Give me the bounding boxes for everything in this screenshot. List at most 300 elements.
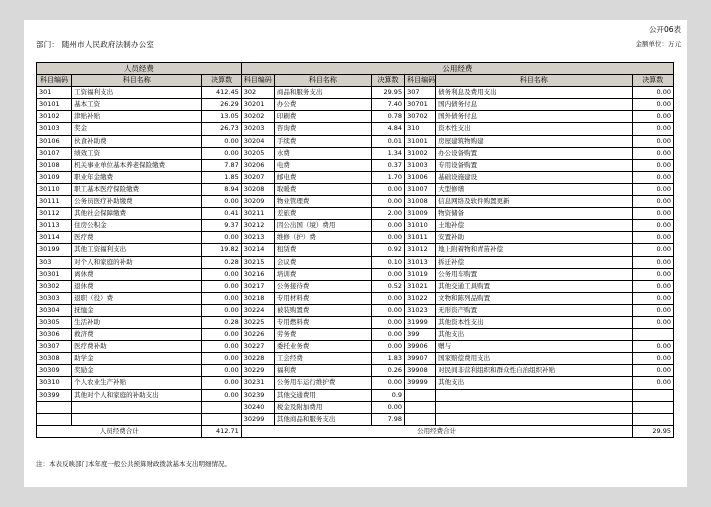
cell-name-other: 地上附着物和青苗补偿 [436,244,632,256]
cell-code-public: 30204 [241,135,274,147]
cell-name-public: 福利费 [274,365,371,377]
cell-name-other: 大型修缮 [436,183,632,195]
cell-code-personnel: 30306 [37,329,72,341]
cell-name-personnel: 津贴补贴 [72,111,202,123]
cell-name-other: 无形资产购置 [436,304,632,316]
cell-name-public: 因公出国（境）费用 [274,220,371,232]
cell-name-public: 专用材料费 [274,292,371,304]
cell-name-public: 租赁费 [274,244,371,256]
cell-code-other [405,413,436,425]
table-total-row [37,425,674,437]
cell-value-public: 1.34 [372,147,405,159]
cell-value-other: 0.00 [632,220,673,232]
cell-value-other: 0.00 [632,159,673,171]
cell-value-other: 0.00 [632,232,673,244]
table-row [37,87,674,99]
cell-value-other [632,413,673,425]
cell-value-personnel: 0.00 [202,304,241,316]
cell-name-personnel: 绩效工资 [72,147,202,159]
cell-name-public: 差旅费 [274,208,371,220]
cell-name-personnel: 退休费 [72,280,202,292]
table-row [37,111,674,123]
cell-value-other: 0.00 [632,280,673,292]
cell-value-public: 0.00 [372,268,405,280]
col-header-code-3: 科目编码 [405,75,436,87]
cell-code-other: 31007 [405,183,436,195]
cell-value-public: 4.84 [372,123,405,135]
cell-code-public: 30205 [241,147,274,159]
cell-name-personnel: 生活补助 [72,316,202,328]
cell-value-other: 0.00 [632,316,673,328]
cell-name-public: 印刷费 [274,111,371,123]
cell-code-public: 30218 [241,292,274,304]
cell-code-other: 31019 [405,268,436,280]
table-column-header-row [37,75,674,87]
cell-name-personnel: 助学金 [72,353,202,365]
cell-name-personnel: 伙食补助费 [72,135,202,147]
cell-name-personnel: 个人农业生产补贴 [72,377,202,389]
cell-value-public: 1.83 [372,353,405,365]
cell-code-other: 31003 [405,159,436,171]
cell-code-personnel: 30114 [37,232,72,244]
col-header-code-1: 科目编码 [37,75,72,87]
public-total-label: 公用经费合计 [241,425,632,437]
cell-name-personnel: 医疗费 [72,232,202,244]
table-row [37,389,674,401]
cell-code-public: 30227 [241,341,274,353]
cell-value-other: 0.00 [632,99,673,111]
cell-code-other: 399 [405,329,436,341]
cell-code-public: 30202 [241,111,274,123]
cell-value-other: 0.00 [632,171,673,183]
cell-value-personnel: 0.00 [202,353,241,365]
cell-name-personnel: 医疗费补助 [72,341,202,353]
table-row [37,171,674,183]
cell-value-public: 0.00 [372,183,405,195]
cell-value-public: 0.92 [372,244,405,256]
cell-code-personnel: 30112 [37,208,72,220]
cell-value-public: 0.00 [372,232,405,244]
cell-code-personnel: 30107 [37,147,72,159]
cell-value-public: 7.40 [372,99,405,111]
cell-value-personnel: 26.73 [202,123,241,135]
cell-code-personnel: 30108 [37,159,72,171]
cell-name-personnel: 对个人和家庭的补助 [72,256,202,268]
cell-value-personnel: 19.82 [202,244,241,256]
cell-code-personnel: 30301 [37,268,72,280]
cell-value-other: 0.00 [632,256,673,268]
cell-name-other: 房屋建筑物购建 [436,135,632,147]
cell-name-other: 办公设备购置 [436,147,632,159]
cell-name-other [436,401,632,413]
cell-code-personnel: 30309 [37,365,72,377]
cell-code-personnel: 30305 [37,316,72,328]
cell-code-personnel: 30399 [37,389,72,401]
cell-name-public: 公务接待费 [274,280,371,292]
cell-name-other: 安置补助 [436,232,632,244]
cell-code-other: 30702 [405,111,436,123]
cell-value-public: 7.98 [372,413,405,425]
cell-code-public: 30209 [241,196,274,208]
cell-value-personnel: 13.05 [202,111,241,123]
cell-code-personnel [37,401,72,413]
cell-code-other: 39907 [405,353,436,365]
cell-code-other [405,401,436,413]
cell-code-personnel: 30110 [37,183,72,195]
cell-code-other: 31008 [405,196,436,208]
cell-name-public: 委托业务费 [274,341,371,353]
cell-code-public: 30216 [241,268,274,280]
cell-code-other: 31009 [405,208,436,220]
cell-code-personnel: 30199 [37,244,72,256]
cell-code-personnel: 30308 [37,353,72,365]
cell-code-public: 30226 [241,329,274,341]
cell-name-public: 咨询费 [274,123,371,135]
cell-value-personnel: 7.87 [202,159,241,171]
cell-name-personnel: 职业年金缴费 [72,171,202,183]
cell-value-personnel: 0.00 [202,147,241,159]
cell-name-other: 基础设施建设 [436,171,632,183]
table-row [37,232,674,244]
cell-value-other [632,329,673,341]
cell-name-personnel: 工资福利支出 [72,87,202,99]
cell-code-public: 30231 [241,377,274,389]
cell-value-public: 0.37 [372,159,405,171]
cell-value-other: 0.00 [632,123,673,135]
cell-name-public: 会议费 [274,256,371,268]
cell-name-personnel: 奖励金 [72,365,202,377]
cell-value-personnel: 26.29 [202,99,241,111]
cell-value-other: 0.00 [632,87,673,99]
cell-code-personnel: 30102 [37,111,72,123]
cell-value-personnel: 0.28 [202,256,241,268]
cell-code-public: 30206 [241,159,274,171]
table-row [37,316,674,328]
cell-name-personnel: 职工基本医疗保险缴费 [72,183,202,195]
cell-code-public: 30215 [241,256,274,268]
col-header-final-1: 决算数 [202,75,241,87]
cell-value-public: 0.26 [372,365,405,377]
cell-code-personnel: 30109 [37,171,72,183]
cell-code-other: 31002 [405,147,436,159]
cell-value-personnel: 0.00 [202,377,241,389]
cell-value-public: 29.95 [372,87,405,99]
cell-code-other: 31023 [405,304,436,316]
cell-name-personnel: 其他工资福利支出 [72,244,202,256]
cell-value-personnel: 0.41 [202,208,241,220]
cell-name-public: 取暖费 [274,183,371,195]
cell-value-personnel: 0.00 [202,280,241,292]
cell-code-other [405,389,436,401]
cell-code-public: 30214 [241,244,274,256]
cell-code-other: 31022 [405,292,436,304]
cell-name-personnel [72,401,202,413]
cell-code-public: 30239 [241,389,274,401]
table-row [37,208,674,220]
cell-name-personnel: 其他对个人和家庭的补助支出 [72,389,202,401]
cell-name-public: 公务用车运行维护费 [274,377,371,389]
cell-value-public: 1.70 [372,171,405,183]
cell-name-other: 信息网络及软件购置更新 [436,196,632,208]
cell-value-personnel: 0.00 [202,232,241,244]
table-body [37,87,674,426]
table-row [37,304,674,316]
cell-name-public: 维修（护）费 [274,232,371,244]
cell-value-public: 0.00 [372,196,405,208]
cell-name-other: 国家赔偿费用支出 [436,353,632,365]
cell-name-other: 专用设备购置 [436,159,632,171]
cell-name-personnel: 机关事业单位基本养老保险缴费 [72,159,202,171]
cell-value-public: 0.00 [372,401,405,413]
cell-value-personnel: 1.85 [202,171,241,183]
cell-value-personnel: 0.00 [202,329,241,341]
cell-value-other: 0.00 [632,353,673,365]
cell-code-personnel: 30310 [37,377,72,389]
personnel-total-value: 412.71 [202,425,241,437]
table-row [37,183,674,195]
cell-code-public: 30207 [241,171,274,183]
cell-code-public: 30208 [241,183,274,195]
col-header-name-1: 科目名称 [72,75,202,87]
cell-value-other [632,389,673,401]
cell-name-personnel: 公务员医疗补助缴费 [72,196,202,208]
table-row [37,135,674,147]
cell-value-personnel: 0.00 [202,341,241,353]
cell-value-public: 0.10 [372,256,405,268]
report-page [24,20,687,487]
cell-value-personnel: 0.00 [202,292,241,304]
cell-value-public: 0.00 [372,377,405,389]
table-row [37,377,674,389]
cell-code-public: 30224 [241,304,274,316]
cell-name-other: 国外债务付息 [436,111,632,123]
table-row [37,353,674,365]
cell-value-public: 0.78 [372,111,405,123]
cell-value-other: 0.00 [632,111,673,123]
cell-name-other: 其他交通工具购置 [436,280,632,292]
cell-code-public: 30225 [241,316,274,328]
cell-value-other: 0.00 [632,135,673,147]
cell-code-public: 30228 [241,353,274,365]
cell-value-personnel: 9.37 [202,220,241,232]
cell-value-public: 0.00 [372,316,405,328]
cell-name-public: 税金及附加费用 [274,401,371,413]
cell-code-public: 30211 [241,208,274,220]
cell-value-personnel: 412.45 [202,87,241,99]
cell-code-public: 30203 [241,123,274,135]
col-header-name-3: 科目名称 [436,75,632,87]
cell-name-personnel [72,413,202,425]
public-total-value: 29.95 [632,425,673,437]
cell-name-public: 被装购置费 [274,304,371,316]
cell-code-personnel: 30303 [37,292,72,304]
table-row [37,147,674,159]
cell-code-personnel: 30307 [37,341,72,353]
cell-code-personnel: 301 [37,87,72,99]
cell-value-personnel: 0.28 [202,316,241,328]
cell-code-personnel: 30113 [37,220,72,232]
cell-name-other: 国内债务付息 [436,99,632,111]
cell-code-public: 30240 [241,401,274,413]
table-group-header-row [37,63,674,75]
cell-code-other: 31013 [405,256,436,268]
cell-value-other: 0.00 [632,244,673,256]
cell-value-personnel: 0.00 [202,196,241,208]
col-header-final-2: 决算数 [372,75,405,87]
cell-name-other: 土地补偿 [436,220,632,232]
cell-code-public: 30229 [241,365,274,377]
cell-name-personnel: 基本工资 [72,99,202,111]
cell-value-other: 0.00 [632,183,673,195]
cell-code-personnel: 30111 [37,196,72,208]
cell-name-other: 其他支出 [436,377,632,389]
cell-code-other: 31006 [405,171,436,183]
cell-value-public: 2.00 [372,208,405,220]
cell-code-public: 302 [241,87,274,99]
table-row [37,256,674,268]
cell-code-personnel: 303 [37,256,72,268]
cell-code-personnel: 30304 [37,304,72,316]
cell-value-public: 0.9 [372,389,405,401]
cell-name-other: 对民间非营利组织和群众性自治组织补贴 [436,365,632,377]
cell-code-other: 30701 [405,99,436,111]
cell-code-other: 31021 [405,280,436,292]
cell-name-personnel: 抚恤金 [72,304,202,316]
cell-value-other: 0.00 [632,208,673,220]
cell-value-public: 0.00 [372,329,405,341]
cell-value-personnel: 0.00 [202,389,241,401]
cell-code-personnel: 30106 [37,135,72,147]
cell-value-personnel: 0.00 [202,135,241,147]
table-row [37,244,674,256]
cell-name-public: 其他交通费用 [274,389,371,401]
cell-code-personnel: 30302 [37,280,72,292]
cell-value-other: 0.00 [632,304,673,316]
cell-name-other: 资本性支出 [436,123,632,135]
cell-name-public: 物业管理费 [274,196,371,208]
col-header-name-2: 科目名称 [274,75,371,87]
table-row [37,280,674,292]
cell-value-other: 0.00 [632,196,673,208]
table-row [37,196,674,208]
cell-code-personnel [37,413,72,425]
col-header-final-3: 决算数 [632,75,673,87]
table-row [37,159,674,171]
table-row [37,268,674,280]
cell-name-public: 专用燃料费 [274,316,371,328]
cell-name-other: 文物和陈列品购置 [436,292,632,304]
cell-code-personnel: 30103 [37,123,72,135]
table-row [37,292,674,304]
cell-name-public: 其他商品和服务支出 [274,413,371,425]
department-name: 随州市人民政府法制办公室 [61,40,155,49]
cell-code-personnel: 30101 [37,99,72,111]
cell-value-personnel: 0.00 [202,365,241,377]
amount-unit: 金额单位：万元 [635,40,681,48]
cell-name-other: 公务用车购置 [436,268,632,280]
cell-value-other: 0.00 [632,365,673,377]
report-topbar [24,20,687,50]
cell-name-other: 物资储备 [436,208,632,220]
cell-name-other [436,389,632,401]
cell-name-public: 办公费 [274,99,371,111]
cell-value-other: 0.00 [632,147,673,159]
personnel-total-label: 人员经费合计 [37,425,202,437]
cell-name-personnel: 退职（役）费 [72,292,202,304]
cell-code-other: 39908 [405,365,436,377]
cell-value-public: 0.00 [372,292,405,304]
cell-name-personnel: 奖金 [72,123,202,135]
cell-value-personnel [202,401,241,413]
cell-value-public: 0.00 [372,341,405,353]
cell-value-personnel: 8.94 [202,183,241,195]
department-label: 部门： [36,40,60,49]
cell-code-other: 31012 [405,244,436,256]
cell-value-public: 0.01 [372,135,405,147]
cell-name-public: 邮电费 [274,171,371,183]
cell-name-other: 其他支出 [436,329,632,341]
budget-table [36,62,674,438]
cell-code-other: 39999 [405,377,436,389]
cell-code-public: 30299 [241,413,274,425]
cell-name-other: 拆迁补偿 [436,256,632,268]
cell-name-public: 商品和服务支出 [274,87,371,99]
form-number: 公开06表 [648,25,681,34]
cell-value-public: 0.00 [372,304,405,316]
cell-name-public: 劳务费 [274,329,371,341]
cell-code-other: 31011 [405,232,436,244]
cell-value-public: 0.00 [372,220,405,232]
cell-code-public: 30201 [241,99,274,111]
table-row [37,341,674,353]
table-row [37,220,674,232]
cell-code-other: 310 [405,123,436,135]
table-row [37,99,674,111]
cell-name-other: 赠与 [436,341,632,353]
cell-value-other: 0.00 [632,268,673,280]
cell-value-personnel [202,413,241,425]
cell-code-other: 39906 [405,341,436,353]
cell-name-public: 手续费 [274,135,371,147]
cell-name-personnel: 救济费 [72,329,202,341]
cell-value-other [632,401,673,413]
cell-name-other [436,413,632,425]
cell-code-public: 30213 [241,232,274,244]
cell-value-other: 0.00 [632,292,673,304]
col-header-code-2: 科目编码 [241,75,274,87]
table-row [37,413,674,425]
cell-name-personnel: 住房公积金 [72,220,202,232]
cell-name-public: 电费 [274,159,371,171]
cell-name-public: 工会经费 [274,353,371,365]
table-row [37,123,674,135]
personnel-group-header: 人员经费 [37,63,242,75]
cell-code-other: 31001 [405,135,436,147]
cell-code-other: 31999 [405,316,436,328]
cell-name-personnel: 其他社会保障缴费 [72,208,202,220]
cell-name-other: 其他资本性支出 [436,316,632,328]
cell-code-other: 307 [405,87,436,99]
cell-name-other: 债务利息及费用支出 [436,87,632,99]
table-note: 注：本表反映部门本年度一般公共预算财政拨款基本支出明细情况。 [36,460,231,468]
cell-name-public: 水费 [274,147,371,159]
table-row [37,401,674,413]
public-group-header: 公用经费 [241,63,673,75]
department-line [36,39,154,50]
cell-code-public: 30212 [241,220,274,232]
cell-code-public: 30217 [241,280,274,292]
cell-value-other: 0.00 [632,341,673,353]
